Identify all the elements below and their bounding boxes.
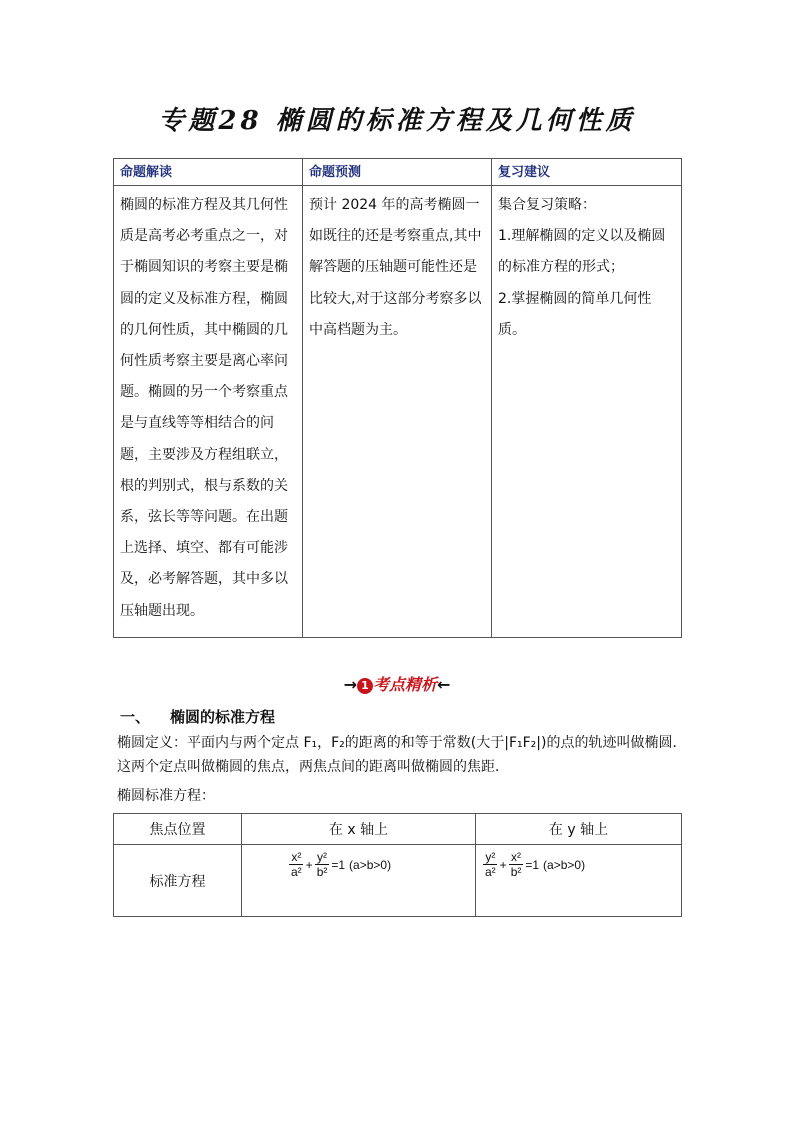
header-focus-position: 焦点位置 [114, 814, 242, 845]
equation-table [113, 813, 682, 917]
ellipse-definition: 椭圆定义：平面内与两个定点 F₁，F₂的距离的和等于常数(大于|F₁F₂|)的点的轨迹叫做椭圆．这两个定点叫做椭圆的焦点，两焦点间的距离叫做椭圆的焦距． [117, 735, 687, 775]
header-review-advice: 复习建议 [492, 159, 682, 186]
section-label: 考点精析 [372, 675, 437, 694]
condition: (a>b>0) [543, 857, 586, 872]
plus-sign: + [305, 857, 313, 872]
equals-one: =1 [525, 857, 540, 872]
review-advice-cell [492, 186, 682, 638]
page-title: 专题28 椭圆的标准方程及几何性质 [158, 106, 636, 136]
fraction-numerator: y² [485, 850, 496, 864]
y-axis-equation [482, 850, 585, 879]
equation-label: 椭圆标准方程： [117, 788, 215, 804]
interpretation-text: 椭圆的标准方程及其几何性质是高考必考重点之一，对于椭圆知识的考察主要是椭圆的定义及标准方程，椭圆的几何性质，其中椭圆的几何性质考察主要是离心率问题。椭圆的另一个考察重点是与直线等等相结合的问题，主要涉及方程组联立，根的判别式，根与系数的关系，弦长等等问题。在出题上选择、填空、都有可能涉及，必考解答题，其中多以压轴题出现。 [114, 186, 303, 638]
intro-table [113, 158, 682, 638]
heading-text: 椭圆的标准方程 [170, 708, 276, 726]
header-y-axis: 在 y 轴上 [476, 814, 682, 845]
row-label-standard-equation: 标准方程 [114, 845, 242, 917]
prediction-text: 预计 2024 年的高考椭圆一如既往的还是考察重点,其中解答题的压轴题可能性还是比较大,对于这部分考察多以中高档题为主。 [303, 186, 492, 638]
number-badge: 1 [357, 678, 373, 694]
header-prediction: 命题预测 [303, 159, 492, 186]
fraction-denominator: b² [510, 865, 522, 879]
x-axis-equation [288, 850, 391, 879]
fraction-denominator: a² [291, 865, 302, 879]
review-advice-line: 2.掌握椭圆的简单几何性质。 [498, 290, 652, 338]
equals-one: =1 [331, 857, 346, 872]
plus-sign: + [499, 857, 507, 872]
fraction-numerator: x² [291, 850, 302, 864]
review-advice-line: 1.理解椭圆的定义以及椭圆的标准方程的形式； [498, 228, 666, 276]
x-axis-equation-cell [242, 845, 476, 917]
header-x-axis: 在 x 轴上 [242, 814, 476, 845]
fraction-denominator: a² [485, 865, 496, 879]
condition: (a>b>0) [349, 857, 392, 872]
heading-index: 一、 [120, 708, 151, 726]
review-advice-line: 集合复习策略： [498, 197, 596, 213]
section-banner [0, 672, 794, 695]
section-heading [120, 706, 275, 727]
fraction-numerator: y² [317, 850, 328, 864]
fraction-numerator: x² [511, 850, 522, 864]
fraction-denominator: b² [316, 865, 328, 879]
arrow-left-icon: ← [437, 675, 451, 694]
arrow-right-icon: → [343, 675, 357, 694]
y-axis-equation-cell [476, 845, 682, 917]
header-interpretation: 命题解读 [114, 159, 303, 186]
